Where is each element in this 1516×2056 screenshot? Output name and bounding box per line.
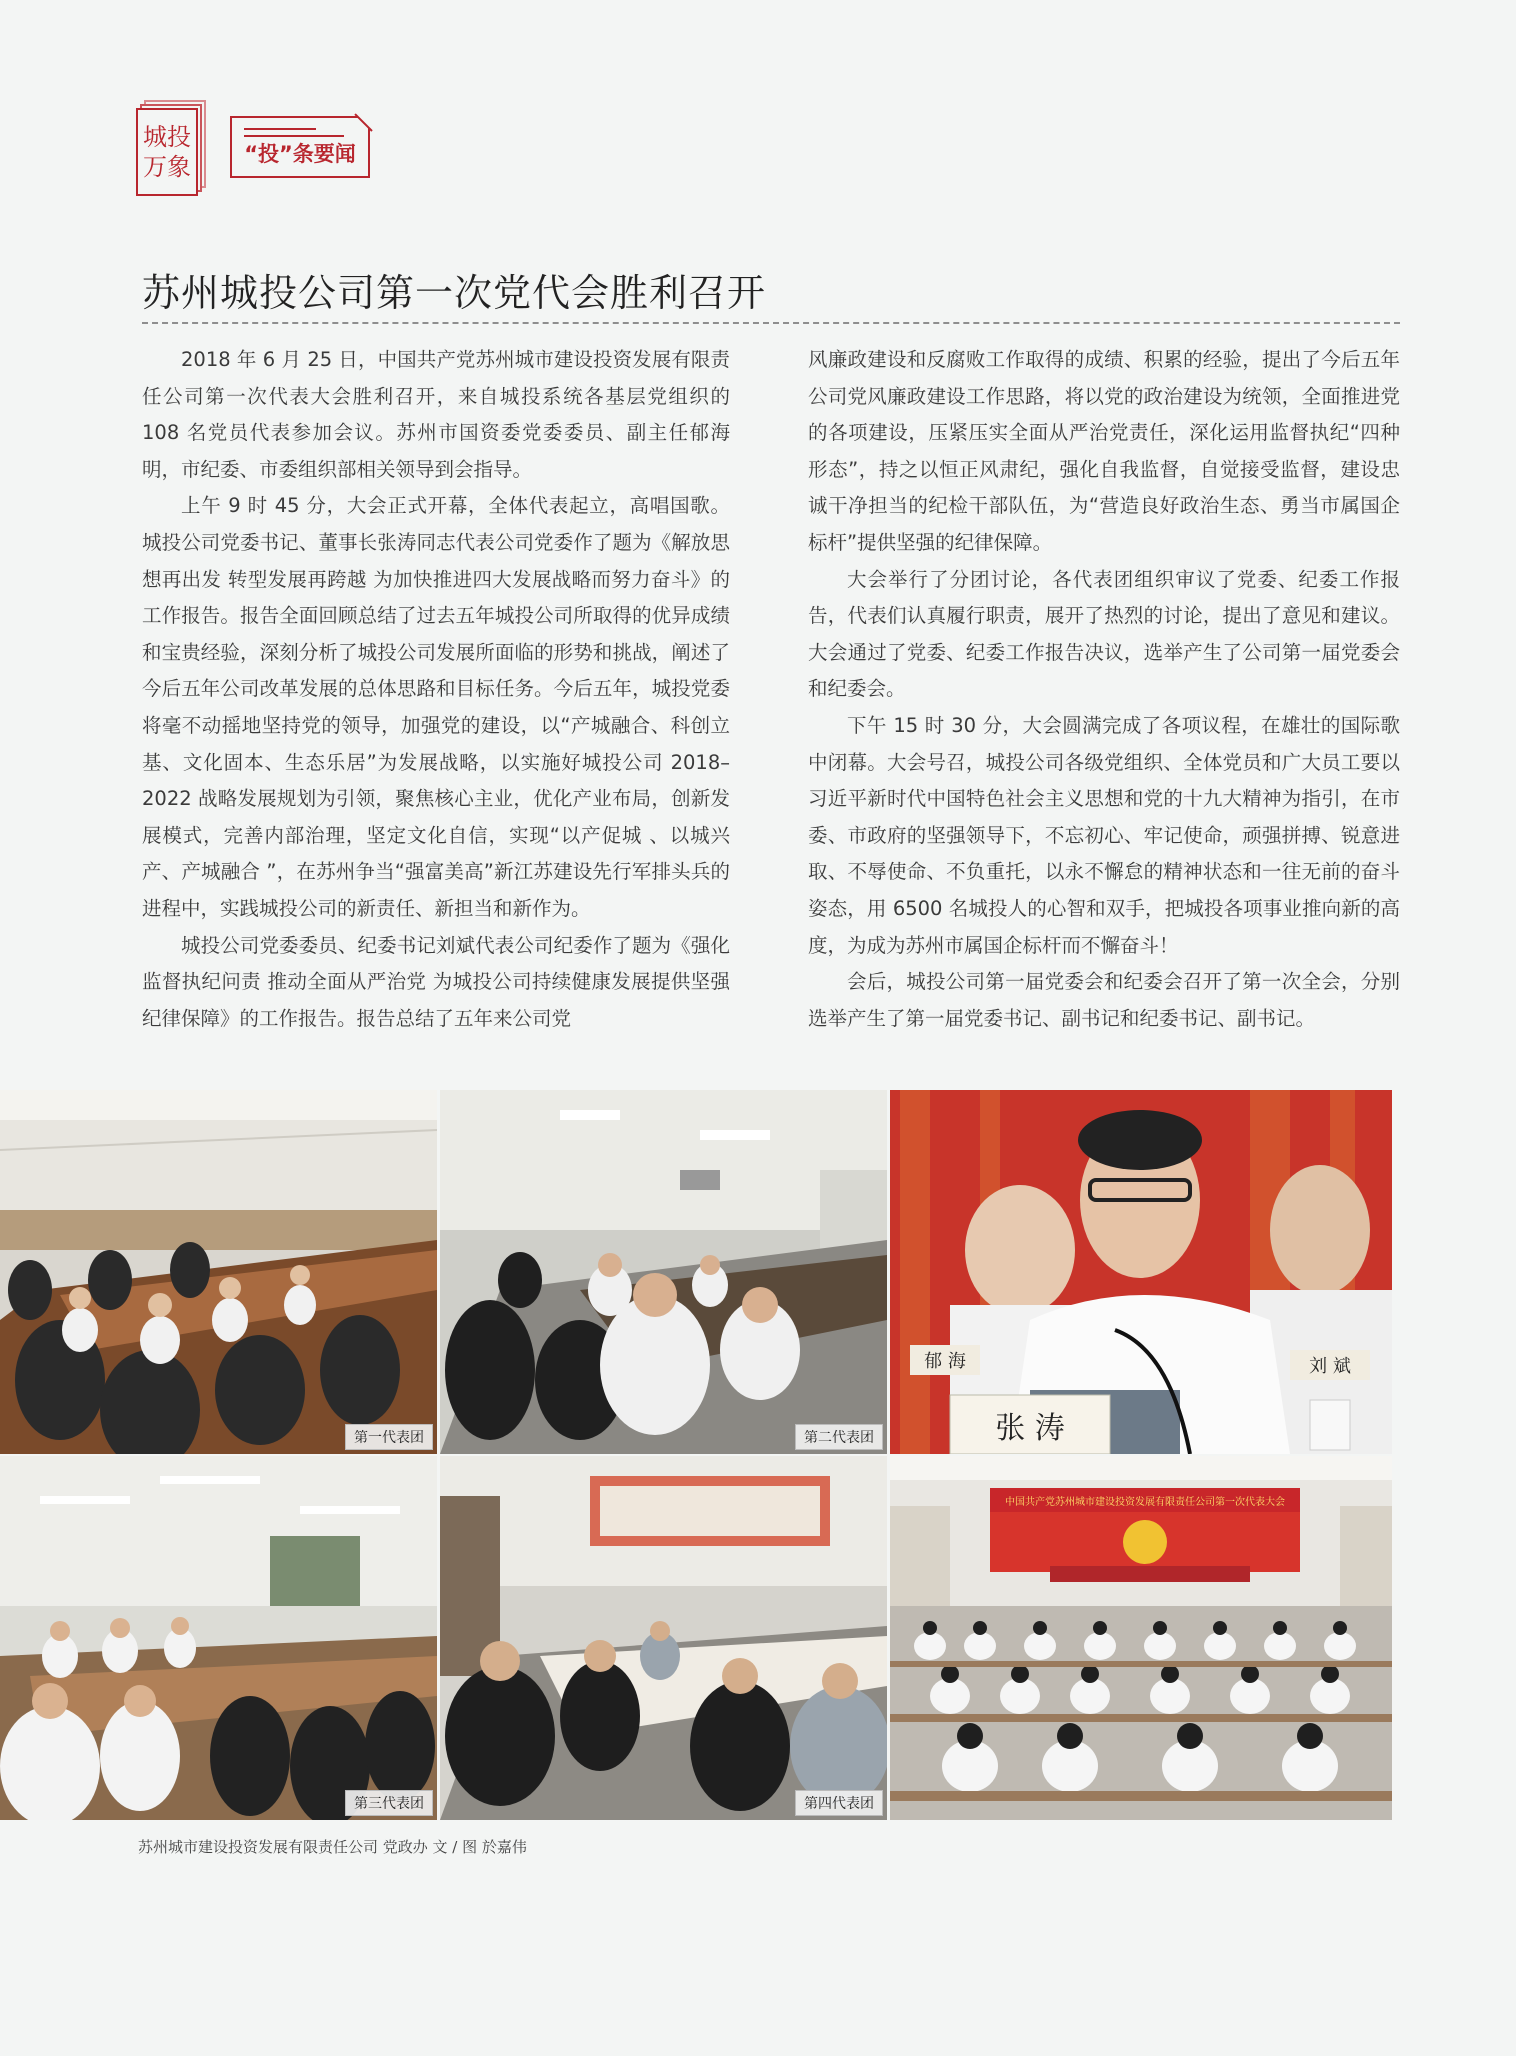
paragraph: 会后，城投公司第一届党委会和纪委会召开了第一次全会，分别选举产生了第一届党委书记、副书记和纪委书记、副书记。 xyxy=(808,970,1400,1030)
paragraph: 上午 9 时 45 分，大会正式开幕，全体代表起立，高唱国歌。城投公司党委书记、董事长张涛同志代表公司党委作了题为《解放思想再出发 转型发展再跨越 为加快推进四大发展战略而努力奋斗》的工作报告。报告全面回顾总结了过去五年城投公司所取得的优异成绩和宝贵经验，深刻分析了城投公司发展所面临的形势和挑战，阐述了今后五年公司改革发展的总体思路和目标任务。今后五年，城投党委将毫不动摇地坚持党的领导，加强党的建设，以“产城融合、科创立基、文化固本、生态乐居”为发展战略，以实施好城投公司 2018–2022 战略发展规划为引领，聚焦核心主业，优化产业布局，创新发展模式，完善内部治理，坚定文化自信，实现“以产促城 、以城兴产、产城融合 ”，在苏州争当“强富美高”新江苏建设先行军排头兵的进程中，实践城投公司的新责任、新担当和新作为。 xyxy=(142,494,730,920)
photo-plenary-hall xyxy=(890,1456,1392,1820)
section-tag xyxy=(230,116,370,178)
photo-caption: 第四代表团 xyxy=(795,1790,883,1816)
title-divider xyxy=(142,322,1400,324)
photo-first-delegation xyxy=(0,1090,437,1454)
photo-caption: 第一代表团 xyxy=(345,1424,433,1450)
logo-line1: 城投 xyxy=(143,123,191,151)
photo-caption: 第三代表团 xyxy=(345,1790,433,1816)
section-label: “投”条要闻 xyxy=(244,142,356,166)
hall-banner: 中国共产党苏州城市建设投资发展有限责任公司第一次代表大会 xyxy=(1005,1497,1285,1508)
paragraph: 2018 年 6 月 25 日，中国共产党苏州城市建设投资发展有限责任公司第一次代表大会胜利召开，来自城投系统各基层党组织的 108 名党员代表参加会议。苏州市国资委党委委员、副主任郁海明，市纪委、市委组织部相关领导到会指导。 xyxy=(142,348,730,481)
nameplate-right: 刘 斌 xyxy=(1309,1356,1351,1377)
photo-caption: 第二代表团 xyxy=(795,1424,883,1450)
article-title: 苏州城投公司第一次党代会胜利召开 xyxy=(142,271,767,315)
paragraph: 下午 15 时 30 分，大会圆满完成了各项议程，在雄壮的国际歌中闭幕。大会号召，城投公司各级党组织、全体党员和广大员工要以习近平新时代中国特色社会主义思想和党的十九大精神为指引，在市委、市政府的坚强领导下，不忘初心、牢记使命，顽强拼搏、锐意进取、不辱使命、不负重托，以永不懈怠的精神状态和一往无前的奋斗姿态，用 6500 名城投人的心智和双手，把城投各项事业推向新的高度，为成为苏州市属国企标杆而不懈奋斗！ xyxy=(808,713,1400,957)
article-left-column xyxy=(142,342,730,1037)
nameplate-left: 郁 海 xyxy=(924,1351,966,1372)
photo-speaker xyxy=(890,1090,1392,1454)
paragraph-continuation: 风廉政建设和反腐败工作取得的成绩、积累的经验，提出了今后五年公司党风廉政建设工作思路，将以党的政治建设为统领，全面推进党的各项建设，压紧压实全面从严治党责任，深化运用监督执纪“四种形态”，持之以恒正风肃纪，强化自我监督，自觉接受监督，建设忠诚干净担当的纪检干部队伍，为“营造良好政治生态、勇当市属国企标杆”提供坚强的纪律保障。 xyxy=(808,348,1400,554)
photo-third-delegation xyxy=(0,1456,437,1820)
paragraph: 大会举行了分团讨论，各代表团组织审议了党委、纪委工作报告，代表们认真履行职责，展开了热烈的讨论，提出了意见和建议。大会通过了党委、纪委工作报告决议，选举产生了公司第一届党委会和纪委会。 xyxy=(808,567,1400,701)
paragraph: 城投公司党委委员、纪委书记刘斌代表公司纪委作了题为《强化监督执纪问责 推动全面从严治党 为城投公司持续健康发展提供坚强纪律保障》的工作报告。报告总结了五年来公司党 xyxy=(142,933,730,1030)
logo-line2: 万象 xyxy=(143,153,191,181)
photo-second-delegation xyxy=(440,1090,887,1454)
photo-fourth-delegation xyxy=(440,1456,887,1820)
photo-grid xyxy=(0,1090,1392,1820)
footer-credit: 苏州城市建设投资发展有限责任公司 党政办 文 / 图 於嘉伟 xyxy=(138,1838,527,1856)
nameplate-speaker: 张 涛 xyxy=(995,1411,1065,1446)
magazine-logo xyxy=(136,100,202,192)
article-right-column xyxy=(808,342,1400,1037)
